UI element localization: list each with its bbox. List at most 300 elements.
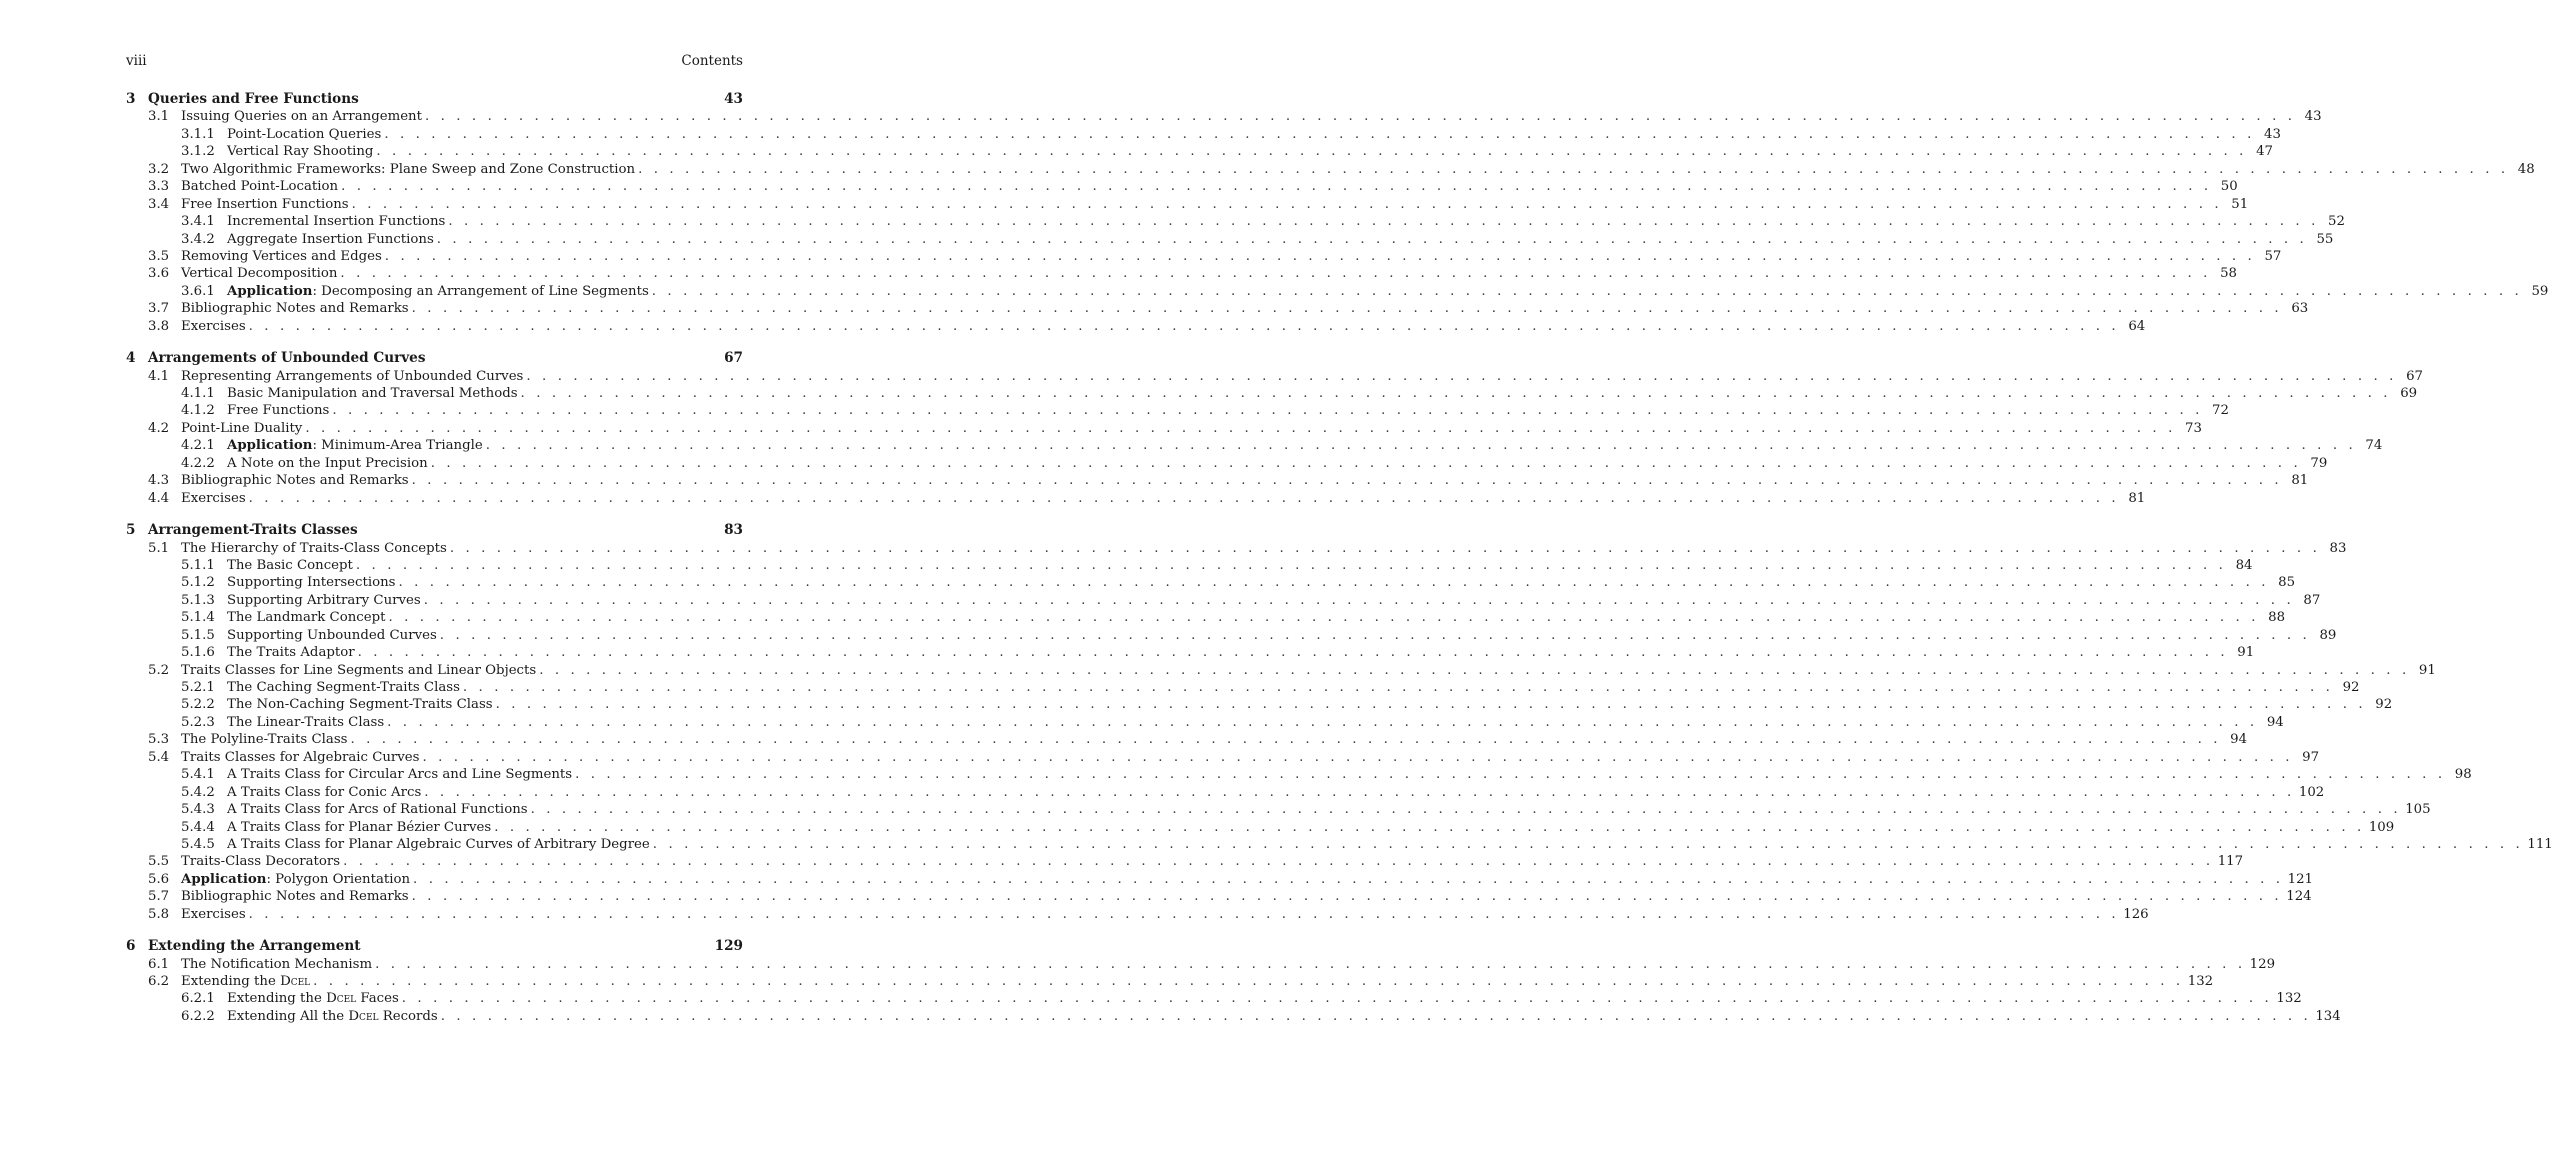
toc-title-text: The Linear-Traits Class: [227, 714, 385, 730]
toc-entry-row[interactable]: [126, 385, 2418, 402]
toc-entry-row[interactable]: [126, 990, 2302, 1007]
toc-title: [181, 318, 249, 335]
toc-entry-row[interactable]: [126, 490, 2146, 507]
toc-title-text: Batched Point-Location: [181, 179, 339, 195]
toc-number: 5.5: [148, 854, 170, 870]
toc-page-number: 50: [2212, 178, 2238, 195]
toc-entry-row[interactable]: [126, 853, 2244, 870]
toc-page-number: 57: [2255, 248, 2281, 265]
toc-title-line: [181, 853, 2244, 870]
toc-number: 5.2.2: [181, 697, 215, 713]
toc-entry-row[interactable]: [126, 627, 2337, 644]
toc-page-number: 83: [2320, 540, 2346, 557]
toc-title-text: Issuing Queries on an Arrangement: [181, 109, 422, 125]
toc-title-tail: Faces: [356, 991, 399, 1007]
toc-number: 5.6: [148, 871, 170, 887]
toc-entry-row[interactable]: [126, 714, 2284, 731]
toc-title: [227, 402, 332, 419]
toc-title-text: Bibliographic Notes and Remarks: [181, 473, 409, 489]
toc-number: 5.1.4: [181, 610, 215, 626]
toc-title: [181, 490, 249, 507]
toc-number: 3.4.2: [181, 231, 215, 247]
toc-title-text: Point-Line Duality: [181, 420, 303, 436]
toc-title-text: : Polygon Orientation: [266, 871, 411, 887]
toc-title-text: Free Insertion Functions: [181, 196, 349, 212]
toc-page-number: 98: [2446, 766, 2472, 783]
toc-entry-row[interactable]: [126, 731, 2248, 748]
toc-page-number: 117: [2214, 853, 2243, 870]
toc-title-tail: Records: [378, 1008, 438, 1024]
toc-entry-row[interactable]: [126, 644, 2255, 661]
toc-title: [227, 819, 494, 836]
toc-title-line: [227, 283, 2549, 300]
toc-entry-row[interactable]: [126, 679, 2360, 696]
toc-page-number: 91: [2228, 644, 2254, 661]
toc-title-text: A Traits Class for Arcs of Rational Functions: [227, 802, 528, 818]
toc-page-number: 97: [2293, 749, 2319, 766]
toc-title: [227, 126, 384, 143]
toc-page-number: 79: [2301, 455, 2327, 472]
dot-leader: . . . . . . . . . . . . . . . . . . . . . . . . . . . . . . . . . . . . . . . . . . . . . . . . . . . . . . . . . . . . . . . . . . . . . . . . . . . . . . . . . . . . . . . . . . . . . . . . . . . . . . . . . . . . . . . . . . . . . . . .: [376, 144, 2247, 160]
toc-entry-row[interactable]: [126, 283, 2549, 300]
toc-entry-row[interactable]: [126, 161, 2535, 178]
toc-entry-row[interactable]: [126, 472, 2309, 489]
toc-title-line: [227, 696, 2393, 713]
toc-title-text: A Traits Class for Circular Arcs and Line Segments: [227, 767, 573, 783]
toc-title-text: The Hierarchy of Traits-Class Concepts: [181, 540, 447, 556]
toc-title-line: [227, 819, 2395, 836]
toc-page-number: 81: [2282, 472, 2308, 489]
toc-title-line: [227, 231, 2334, 248]
toc-page-number: 43: [2255, 126, 2281, 143]
toc-title: [181, 472, 412, 489]
dot-leader: . . . . . . . . . . . . . . . . . . . . . . . . . . . . . . . . . . . . . . . . . . . . . . . . . . . . . . . . . . . . . . . . . . . . . . . . . . . . . . . . . . . . . . . . . . . . . . . . . . . . . . . . . . . . . . . . . . . . . . . .: [651, 283, 2523, 299]
toc-page-number: 129: [2246, 956, 2275, 973]
toc-title-text: Vertical Decomposition: [181, 266, 338, 282]
toc-number: 4.4: [148, 490, 170, 506]
toc-entry-row[interactable]: [126, 592, 2321, 609]
dot-leader: . . . . . . . . . . . . . . . . . . . . . . . . . . . . . . . . . . . . . . . . . . . . . . . . . . . . . . . . . . . . . . . . . . . . . . . . . . . . . . . . . . . . . . . . . . . . . . . . . . . . . . . . . . . . . . . . . . . . . . . .: [430, 455, 2302, 471]
toc-number: 4.2.1: [181, 438, 215, 454]
toc-number: 5.7: [148, 889, 170, 905]
toc-title-line: [227, 385, 2418, 402]
toc-number: 6.1: [148, 956, 170, 972]
toc-number: 3.5: [148, 248, 170, 264]
toc-page-number: 48: [2509, 161, 2535, 178]
toc-title-line: [181, 368, 2423, 385]
toc-title-line: [181, 472, 2309, 489]
toc-title-line: [227, 1008, 2341, 1025]
toc-number: 6.2.2: [181, 1008, 215, 1024]
toc-title: [148, 350, 428, 367]
toc-page-number: 102: [2295, 784, 2324, 801]
toc-page-number: 94: [2221, 731, 2247, 748]
toc-title: [181, 161, 638, 178]
toc-entry-row[interactable]: [126, 574, 2296, 591]
toc-page-number: 126: [2119, 906, 2148, 923]
toc-title-text: The Basic Concept: [227, 557, 353, 573]
toc-title: [227, 213, 448, 230]
toc-title-line: [181, 490, 2146, 507]
toc-title: [227, 644, 358, 661]
toc-chapter: [126, 350, 2423, 507]
toc-title-text: Bibliographic Notes and Remarks: [181, 301, 409, 317]
toc-title-text: Bibliographic Notes and Remarks: [181, 889, 409, 905]
toc-title-line: [148, 350, 743, 367]
dot-leader: . . . . . . . . . . . . . . . . . . . . . . . . . . . . . . . . . . . . . . . . . . . . . . . . . . . . . . . . . . . . . . . . . . . . . . . . . . . . . . . . . . . . . . . . . . . . . . . . . . . . . . . . . . . . . . . . . . . . . . . .: [439, 627, 2311, 643]
dot-leader: . . . . . . . . . . . . . . . . . . . . . . . . . . . . . . . . . . . . . . . . . . . . . . . . . . . . . . . . . . . . . . . . . . . . . . . . . . . . . . . . . . . . . . . . . . . . . . . . . . . . . . . . . . . . . . . . . . . . . . . .: [530, 802, 2402, 818]
toc-number: 5.4.4: [181, 819, 215, 835]
toc-page-number: 134: [2311, 1008, 2340, 1025]
toc-entry-row[interactable]: [126, 196, 2249, 213]
toc-number: 4.1.2: [181, 403, 215, 419]
toc-title: [181, 300, 412, 317]
toc-title-line: [227, 766, 2472, 783]
toc-title-text: Traits Classes for Algebraic Curves: [181, 749, 420, 765]
toc-number: 4.2.2: [181, 455, 215, 471]
toc-title-text: A Traits Class for Planar Bézier Curves: [227, 819, 492, 835]
toc-number: 4.2: [148, 420, 170, 436]
dot-leader: . . . . . . . . . . . . . . . . . . . . . . . . . . . . . . . . . . . . . . . . . . . . . . . . . . . . . . . . . . . . . . . . . . . . . . . . . . . . . . . . . . . . . . . . . . . . . . . . . . . . . . . . . . . . . . . . . . . . . . . .: [351, 196, 2223, 212]
toc-title: [181, 973, 313, 990]
toc-title: [227, 696, 496, 713]
toc-number: 5.8: [148, 906, 170, 922]
toc-entry-row[interactable]: [126, 662, 2436, 679]
dot-leader: . . . . . . . . . . . . . . . . . . . . . . . . . . . . . . . . . . . . . . . . . . . . . . . . . . . . . . . . . . . . . . . . . . . . . . . . . . . . . . . . . . . . . . . . . . . . . . . . . . . . . . . . . . . . . . . . . . . . . . . .: [423, 592, 2295, 608]
toc-entry-row[interactable]: [126, 836, 2553, 853]
toc-title-line: [227, 784, 2325, 801]
dot-leader: [361, 522, 717, 539]
toc-title-text: Traits-Class Decorators: [181, 854, 341, 870]
toc-chapter-row[interactable]: [126, 522, 743, 539]
toc-title-text: Incremental Insertion Functions: [227, 214, 446, 230]
toc-number: 3.4: [148, 196, 170, 212]
toc-title: [227, 990, 402, 1007]
toc-chapter-row[interactable]: [126, 350, 743, 367]
toc-title-line: [148, 938, 743, 955]
toc-title: [181, 956, 375, 973]
toc-page-number: 105: [2401, 801, 2430, 818]
dot-leader: . . . . . . . . . . . . . . . . . . . . . . . . . . . . . . . . . . . . . . . . . . . . . . . . . . . . . . . . . . . . . . . . . . . . . . . . . . . . . . . . . . . . . . . . . . . . . . . . . . . . . . . . . . . . . . . . . . . . . . . .: [398, 575, 2270, 591]
toc-page-number: 88: [2259, 609, 2285, 626]
dot-leader: . . . . . . . . . . . . . . . . . . . . . . . . . . . . . . . . . . . . . . . . . . . . . . . . . . . . . . . . . . . . . . . . . . . . . . . . . . . . . . . . . . . . . . . . . . . . . . . . . . . . . . . . . . . . . . . . . . . . . . . .: [652, 836, 2524, 852]
toc-number: 5.4: [148, 749, 170, 765]
dot-leader: . . . . . . . . . . . . . . . . . . . . . . . . . . . . . . . . . . . . . . . . . . . . . . . . . . . . . . . . . . . . . . . . . . . . . . . . . . . . . . . . . . . . . . . . . . . . . . . . . . . . . . . . . . . . . . . . . . . . . . . .: [387, 714, 2258, 730]
toc-entry-row[interactable]: [126, 437, 2383, 454]
toc-entry-row[interactable]: [126, 143, 2273, 160]
dot-leader: . . . . . . . . . . . . . . . . . . . . . . . . . . . . . . . . . . . . . . . . . . . . . . . . . . . . . . . . . . . . . . . . . . . . . . . . . . . . . . . . . . . . . . . . . . . . . . . . . . . . . . . . . . . . . . . . . . . . . . . .: [375, 956, 2246, 972]
toc-title-line: [227, 627, 2337, 644]
toc-number: 3: [126, 91, 136, 107]
toc-title-text: Supporting Unbounded Curves: [227, 627, 437, 643]
toc-page-number: 124: [2282, 888, 2311, 905]
toc-title: [181, 420, 305, 437]
toc-entry-row[interactable]: [126, 420, 2202, 437]
toc-entry-row[interactable]: [126, 126, 2281, 143]
toc-entry-row[interactable]: [126, 213, 2345, 230]
toc-title: [181, 108, 425, 125]
toc-entry-row[interactable]: [126, 784, 2325, 801]
toc-title-text: Exercises: [181, 906, 246, 922]
toc-entry-row[interactable]: [126, 871, 2314, 888]
toc-title: [227, 437, 486, 454]
running-title: Contents: [681, 53, 743, 69]
toc-number: 5.2: [148, 662, 170, 678]
toc-number: 5.4.5: [181, 836, 215, 852]
toc-title: [148, 938, 364, 955]
toc-title: [181, 196, 352, 213]
toc-number: 4.3: [148, 473, 170, 489]
dot-leader: . . . . . . . . . . . . . . . . . . . . . . . . . . . . . . . . . . . . . . . . . . . . . . . . . . . . . . . . . . . . . . . . . . . . . . . . . . . . . . . . . . . . . . . . . . . . . . . . . . . . . . . . . . . . . . . . . . . . . . . .: [422, 749, 2294, 765]
toc-title-text: Queries and Free Functions: [148, 91, 359, 107]
toc-title-line: [227, 126, 2281, 143]
toc-entry-row[interactable]: [126, 108, 2322, 125]
toc-title-text: : Minimum-Area Triangle: [312, 438, 483, 454]
dot-leader: . . . . . . . . . . . . . . . . . . . . . . . . . . . . . . . . . . . . . . . . . . . . . . . . . . . . . . . . . . . . . . . . . . . . . . . . . . . . . . . . . . . . . . . . . . . . . . . . . . . . . . . . . . . . . . . . . . . . . . . .: [494, 819, 2365, 835]
toc-title-text: A Traits Class for Conic Arcs: [227, 784, 422, 800]
toc-title-text: A Note on the Input Precision: [227, 455, 428, 471]
dot-leader: . . . . . . . . . . . . . . . . . . . . . . . . . . . . . . . . . . . . . . . . . . . . . . . . . . . . . . . . . . . . . . . . . . . . . . . . . . . . . . . . . . . . . . . . . . . . . . . . . . . . . . . . . . . . . . . . . . . . . . . .: [448, 214, 2319, 230]
toc-title-line: [227, 213, 2345, 230]
toc-entry-row[interactable]: [126, 766, 2472, 783]
toc-title: [227, 784, 424, 801]
toc-page-number: 111: [2523, 836, 2552, 853]
toc-title: [227, 231, 437, 248]
toc-title-text: The Traits Adaptor: [227, 645, 355, 661]
toc-title: [227, 574, 398, 591]
toc-entry-row[interactable]: [126, 749, 2320, 766]
toc-number: 5.4.1: [181, 767, 215, 783]
dot-leader: . . . . . . . . . . . . . . . . . . . . . . . . . . . . . . . . . . . . . . . . . . . . . . . . . . . . . . . . . . . . . . . . . . . . . . . . . . . . . . . . . . . . . . . . . . . . . . . . . . . . . . . . . . . . . . . . . . . . . . . .: [248, 318, 2120, 334]
dot-leader: . . . . . . . . . . . . . . . . . . . . . . . . . . . . . . . . . . . . . . . . . . . . . . . . . . . . . . . . . . . . . . . . . . . . . . . . . . . . . . . . . . . . . . . . . . . . . . . . . . . . . . . . . . . . . . . . . . . . . . . .: [341, 179, 2212, 195]
dot-leader: . . . . . . . . . . . . . . . . . . . . . . . . . . . . . . . . . . . . . . . . . . . . . . . . . . . . . . . . . . . . . . . . . . . . . . . . . . . . . . . . . . . . . . . . . . . . . . . . . . . . . . . . . . . . . . . . . . . . . . . .: [449, 540, 2321, 556]
toc-page-number: 67: [2397, 368, 2423, 385]
dot-leader: . . . . . . . . . . . . . . . . . . . . . . . . . . . . . . . . . . . . . . . . . . . . . . . . . . . . . . . . . . . . . . . . . . . . . . . . . . . . . . . . . . . . . . . . . . . . . . . . . . . . . . . . . . . . . . . . . . . . . . . .: [520, 386, 2392, 401]
toc-entry-row[interactable]: [126, 300, 2309, 317]
dcel-term: Dcel: [348, 1008, 379, 1024]
toc-title-text: The Polyline-Traits Class: [181, 732, 348, 748]
toc-title-text: Basic Manipulation and Traversal Methods: [227, 386, 518, 401]
toc-page-number: 51: [2222, 196, 2248, 213]
dcel-term: Dcel: [280, 974, 311, 989]
toc-title: [181, 906, 249, 923]
toc-title-text: Free Functions: [227, 403, 330, 419]
toc-page-number: 81: [2119, 490, 2145, 507]
toc-entry-row[interactable]: [126, 801, 2431, 818]
toc-title: [227, 836, 653, 853]
dot-leader: . . . . . . . . . . . . . . . . . . . . . . . . . . . . . . . . . . . . . . . . . . . . . . . . . . . . . . . . . . . . . . . . . . . . . . . . . . . . . . . . . . . . . . . . . . . . . . . . . . . . . . . . . . . . . . . . . . . . . . . .: [248, 906, 2120, 922]
toc-entry-row[interactable]: [126, 906, 2149, 923]
toc-entry-row[interactable]: [126, 973, 2214, 990]
application-label: Application: [227, 438, 313, 454]
toc-title: [227, 143, 376, 160]
toc-title-line: [227, 592, 2321, 609]
dot-leader: . . . . . . . . . . . . . . . . . . . . . . . . . . . . . . . . . . . . . . . . . . . . . . . . . . . . . . . . . . . . . . . . . . . . . . . . . . . . . . . . . . . . . . . . . . . . . . . . . . . . . . . . . . . . . . . . . . . . . . . .: [539, 662, 2410, 678]
toc-number: 6: [126, 938, 136, 955]
toc-number: 5.1.6: [181, 645, 215, 661]
toc-title-line: [227, 644, 2255, 661]
toc-number: 5.4.3: [181, 802, 215, 818]
toc-title: [148, 91, 362, 108]
toc-page-number: 83: [717, 522, 743, 539]
toc-title-line: [227, 714, 2284, 731]
toc-entry-row[interactable]: [126, 540, 2347, 557]
toc-number: 5.1.3: [181, 592, 215, 608]
dcel-term: Dcel: [326, 991, 357, 1007]
toc-title-text: The Landmark Concept: [227, 610, 386, 626]
dot-leader: . . . . . . . . . . . . . . . . . . . . . . . . . . . . . . . . . . . . . . . . . . . . . . . . . . . . . . . . . . . . . . . . . . . . . . . . . . . . . . . . . . . . . . . . . . . . . . . . . . . . . . . . . . . . . . . . . . . . . . . .: [248, 490, 2120, 506]
toc-title-text: The Caching Segment-Traits Class: [227, 680, 460, 695]
toc-title-text: Removing Vertices and Edges: [181, 248, 382, 264]
toc-number: 5: [126, 522, 136, 539]
toc-page-number: 73: [2176, 420, 2202, 437]
toc-number: 3.1: [148, 109, 170, 125]
dot-leader: . . . . . . . . . . . . . . . . . . . . . . . . . . . . . . . . . . . . . . . . . . . . . . . . . . . . . . . . . . . . . . . . . . . . . . . . . . . . . . . . . . . . . . . . . . . . . . . . . . . . . . . . . . . . . . . . . . . . . . . .: [357, 645, 2229, 661]
toc-page-number: 89: [2310, 627, 2336, 644]
toc-title-text: Point-Location Queries: [227, 126, 382, 142]
toc-entry-row[interactable]: [126, 231, 2334, 248]
toc-title-line: [181, 956, 2276, 973]
toc-entry-row[interactable]: [126, 455, 2328, 472]
dot-leader: . . . . . . . . . . . . . . . . . . . . . . . . . . . . . . . . . . . . . . . . . . . . . . . . . . . . . . . . . . . . . . . . . . . . . . . . . . . . . . . . . . . . . . . . . . . . . . . . . . . . . . . . . . . . . . . . . . . . . . . .: [355, 557, 2227, 573]
toc-title-line: [227, 143, 2273, 160]
toc-title-text: Two Algorithmic Frameworks: Plane Sweep and Zone Construction: [181, 161, 636, 177]
toc-title: [181, 888, 412, 905]
dot-leader: [428, 350, 717, 367]
toc-title-line: [181, 300, 2309, 317]
toc-title-text: Supporting Arbitrary Curves: [227, 592, 421, 608]
toc-entry-row[interactable]: [126, 956, 2276, 973]
toc-entry-row[interactable]: [126, 178, 2238, 195]
toc-title-line: [181, 906, 2149, 923]
toc-title-line: [148, 522, 743, 539]
toc-entry-row[interactable]: [126, 402, 2229, 419]
toc-title-line: [181, 161, 2535, 178]
dot-leader: . . . . . . . . . . . . . . . . . . . . . . . . . . . . . . . . . . . . . . . . . . . . . . . . . . . . . . . . . . . . . . . . . . . . . . . . . . . . . . . . . . . . . . . . . . . . . . . . . . . . . . . . . . . . . . . . . . . . . . . .: [305, 420, 2176, 436]
toc-page-number: 87: [2294, 592, 2320, 609]
toc-page-number: 92: [2366, 696, 2392, 713]
toc-title-line: [181, 196, 2249, 213]
toc-entry-row[interactable]: [126, 696, 2393, 713]
toc-title-line: [227, 437, 2383, 454]
toc-title: [227, 557, 356, 574]
toc-chapter-row[interactable]: [126, 91, 743, 108]
dot-leader: . . . . . . . . . . . . . . . . . . . . . . . . . . . . . . . . . . . . . . . . . . . . . . . . . . . . . . . . . . . . . . . . . . . . . . . . . . . . . . . . . . . . . . . . . . . . . . . . . . . . . . . . . . . . . . . . . . . . . . . .: [526, 368, 2397, 384]
toc-title-line: [227, 679, 2360, 696]
toc-page-number: 85: [2269, 574, 2295, 591]
toc-title: [227, 627, 440, 644]
toc-page-number: 92: [2333, 679, 2359, 696]
dot-leader: . . . . . . . . . . . . . . . . . . . . . . . . . . . . . . . . . . . . . . . . . . . . . . . . . . . . . . . . . . . . . . . . . . . . . . . . . . . . . . . . . . . . . . . . . . . . . . . . . . . . . . . . . . . . . . . . . . . . . . . .: [575, 767, 2446, 783]
toc-number: 5.1.2: [181, 575, 215, 591]
toc-title: [181, 662, 539, 679]
toc-page-number: 132: [2272, 990, 2301, 1007]
toc-chapter-row[interactable]: [126, 938, 743, 955]
application-label: Application: [227, 283, 313, 299]
toc-page-number: 43: [717, 91, 743, 108]
toc-title: [181, 265, 340, 282]
dot-leader: . . . . . . . . . . . . . . . . . . . . . . . . . . . . . . . . . . . . . . . . . . . . . . . . . . . . . . . . . . . . . . . . . . . . . . . . . . . . . . . . . . . . . . . . . . . . . . . . . . . . . . . . . . . . . . . . . . . . . . . .: [424, 109, 2296, 125]
toc-page-number: 91: [2410, 662, 2436, 679]
toc-number: 4.1: [148, 368, 170, 384]
running-header: [126, 52, 743, 70]
toc-title-text: Vertical Ray Shooting: [227, 144, 374, 160]
toc-title: [181, 368, 526, 385]
application-label: Application: [181, 871, 267, 887]
toc-title-line: [181, 749, 2320, 766]
toc-title-line: [227, 609, 2286, 626]
toc-title-text: Exercises: [181, 490, 246, 506]
toc-page-number: 52: [2319, 213, 2345, 230]
dot-leader: . . . . . . . . . . . . . . . . . . . . . . . . . . . . . . . . . . . . . . . . . . . . . . . . . . . . . . . . . . . . . . . . . . . . . . . . . . . . . . . . . . . . . . . . . . . . . . . . . . . . . . . . . . . . . . . . . . . . . . . .: [411, 473, 2283, 489]
toc-number: 5.1: [148, 540, 170, 556]
toc-title: [227, 714, 387, 731]
toc-title-text: Traits Classes for Line Segments and Linear Objects: [181, 662, 537, 678]
toc-number: 3.7: [148, 301, 170, 317]
dot-leader: . . . . . . . . . . . . . . . . . . . . . . . . . . . . . . . . . . . . . . . . . . . . . . . . . . . . . . . . . . . . . . . . . . . . . . . . . . . . . . . . . . . . . . . . . . . . . . . . . . . . . . . . . . . . . . . . . . . . . . . .: [411, 301, 2283, 317]
toc-page-number: 59: [2522, 283, 2548, 300]
toc-title-line: [181, 108, 2322, 125]
toc-title-text: Extending the Arrangement: [148, 938, 361, 955]
toc-number: 6.2.1: [181, 991, 215, 1007]
dot-leader: . . . . . . . . . . . . . . . . . . . . . . . . . . . . . . . . . . . . . . . . . . . . . . . . . . . . . . . . . . . . . . . . . . . . . . . . . . . . . . . . . . . . . . . . . . . . . . . . . . . . . . . . . . . . . . . . . . . . . . . .: [638, 161, 2509, 177]
toc-title-line: [181, 178, 2238, 195]
toc-title-line: [227, 557, 2253, 574]
toc-entry-row[interactable]: [126, 265, 2238, 282]
toc-title-text: The Non-Caching Segment-Traits Class: [227, 697, 493, 713]
toc-title: [181, 540, 450, 557]
toc-title-line: [181, 973, 2214, 990]
toc-title-text: : Decomposing an Arrangement of Line Segments: [312, 283, 649, 299]
toc-page-number: 67: [717, 350, 743, 367]
toc-number: 3.2: [148, 161, 170, 177]
toc-entry-row[interactable]: [126, 557, 2253, 574]
toc-title-line: [181, 420, 2202, 437]
toc-number: 5.4.2: [181, 784, 215, 800]
toc-title-line: [181, 248, 2282, 265]
toc-title-text: Arrangement-Traits Classes: [148, 522, 358, 539]
dot-leader: [362, 91, 717, 108]
dot-leader: . . . . . . . . . . . . . . . . . . . . . . . . . . . . . . . . . . . . . . . . . . . . . . . . . . . . . . . . . . . . . . . . . . . . . . . . . . . . . . . . . . . . . . . . . . . . . . . . . . . . . . . . . . . . . . . . . . . . . . . .: [401, 991, 2273, 1007]
toc-number: 3.1.2: [181, 144, 215, 160]
toc-entry-row[interactable]: [126, 248, 2282, 265]
toc-entry-row[interactable]: [126, 1008, 2341, 1025]
toc-entry-row[interactable]: [126, 888, 2312, 905]
toc-entry-row[interactable]: [126, 819, 2395, 836]
toc-title-text: Exercises: [181, 318, 246, 334]
toc-title: [181, 731, 350, 748]
toc-title: [227, 592, 424, 609]
toc-title-line: [227, 455, 2328, 472]
toc-title-line: [181, 265, 2238, 282]
toc-entry-row[interactable]: [126, 609, 2286, 626]
toc-title: [227, 385, 521, 402]
toc-title: [227, 1008, 441, 1025]
toc-number: 3.3: [148, 179, 170, 195]
dot-leader: . . . . . . . . . . . . . . . . . . . . . . . . . . . . . . . . . . . . . . . . . . . . . . . . . . . . . . . . . . . . . . . . . . . . . . . . . . . . . . . . . . . . . . . . . . . . . . . . . . . . . . . . . . . . . . . . . . . . . . . .: [436, 231, 2308, 247]
toc-entry-row[interactable]: [126, 368, 2423, 385]
toc-title-line: [227, 402, 2229, 419]
toc-title: [181, 749, 423, 766]
toc-number: 5.2.1: [181, 680, 215, 695]
toc-page-number: 58: [2211, 265, 2237, 282]
toc-number: 4: [126, 350, 136, 367]
toc-page-number: 121: [2284, 871, 2313, 888]
toc-entry-row[interactable]: [126, 318, 2146, 335]
toc-title-line: [227, 836, 2553, 853]
toc-title-text: Arrangements of Unbounded Curves: [148, 350, 426, 367]
dot-leader: . . . . . . . . . . . . . . . . . . . . . . . . . . . . . . . . . . . . . . . . . . . . . . . . . . . . . . . . . . . . . . . . . . . . . . . . . . . . . . . . . . . . . . . . . . . . . . . . . . . . . . . . . . . . . . . . . . . . . . . .: [332, 403, 2203, 419]
